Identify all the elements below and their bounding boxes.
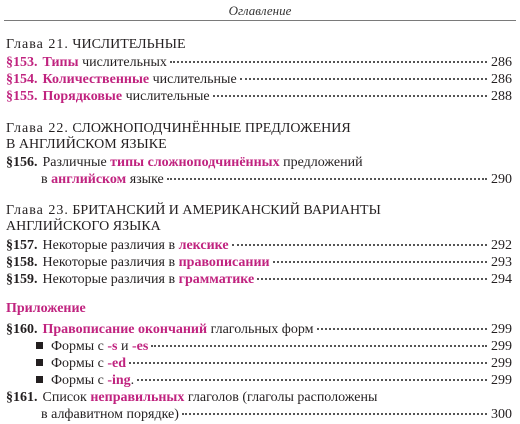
- leader-dots: [170, 61, 487, 63]
- entry-highlight: -es: [131, 339, 149, 354]
- leader-dots: [317, 328, 488, 330]
- page-number: 299: [491, 322, 512, 337]
- entry-highlight: Порядковые: [42, 89, 123, 104]
- entry-text: предложений: [279, 155, 363, 170]
- entry-text: глаголов (глаголы расположены: [184, 390, 378, 405]
- chapter-title: БРИТАНСКИЙ И АМЕРИКАНСКИЙ ВАРИАНТЫ: [72, 203, 381, 218]
- entry-highlight: правописании: [178, 255, 270, 270]
- entry-text: и: [117, 339, 132, 354]
- toc-entry-156-line2[interactable]: [41, 171, 512, 188]
- leader-dots: [213, 95, 487, 97]
- entry-highlight: Правописание окончаний: [42, 322, 208, 337]
- section-number: §159.: [6, 272, 38, 287]
- section-number: §154.: [6, 72, 38, 87]
- section-number: §157.: [6, 238, 38, 253]
- entry-highlight: Количественные: [42, 72, 150, 87]
- chapter-title-line2: АНГЛИЙСКОГО ЯЗЫКА: [6, 219, 161, 234]
- leader-dots: [137, 379, 487, 381]
- section-number: §153.: [6, 55, 38, 70]
- square-bullet-icon: [36, 342, 43, 349]
- entry-highlight: неправильных: [90, 390, 185, 405]
- entry-highlight: -ed: [107, 356, 126, 371]
- page-number: 299: [491, 339, 512, 354]
- entry-highlight: лексике: [178, 238, 229, 253]
- running-header: Оглавление: [228, 3, 292, 18]
- chapter-22-heading: [6, 121, 506, 153]
- entry-text: языке: [126, 172, 164, 187]
- toc-entry-156-line1[interactable]: [6, 154, 512, 171]
- toc-entry-159[interactable]: [6, 271, 512, 288]
- header-rule: [4, 20, 516, 21]
- entry-highlight: типы сложноподчинённых: [110, 155, 280, 170]
- entry-highlight: английском: [51, 172, 127, 187]
- entry-text: глагольных форм: [207, 322, 314, 337]
- entry-text: Формы с: [51, 373, 108, 388]
- entry-text: числительных: [78, 55, 167, 70]
- toc-entry-161-line2[interactable]: [41, 406, 512, 423]
- page-number: 286: [491, 55, 512, 70]
- section-number: §158.: [6, 255, 38, 270]
- entry-text: Некоторые различия в: [42, 238, 179, 253]
- entry-text: числительные: [149, 72, 237, 87]
- chapter-21-heading: [6, 37, 506, 53]
- entry-text: числительные: [122, 89, 210, 104]
- toc-entry-160[interactable]: [6, 321, 512, 338]
- entry-highlight: -s: [107, 339, 118, 354]
- entry-text: Некоторые различия в: [42, 272, 179, 287]
- square-bullet-icon: [36, 359, 43, 366]
- page-number: 292: [491, 238, 512, 253]
- leader-dots: [257, 278, 487, 280]
- entry-text: в алфавитном порядке): [41, 407, 179, 422]
- chapter-title: СЛОЖНОПОДЧИНЁННЫЕ ПРЕДЛОЖЕНИЯ: [72, 121, 351, 136]
- entry-text: Формы с: [51, 356, 108, 371]
- page-number: 299: [491, 356, 512, 371]
- chapter-23-heading: [6, 203, 506, 235]
- leader-dots: [167, 178, 487, 180]
- section-number: §161.: [6, 390, 38, 405]
- entry-text: Формы с: [51, 339, 108, 354]
- entry-text: Некоторые различия в: [42, 255, 179, 270]
- section-number: §155.: [6, 89, 38, 104]
- square-bullet-icon: [36, 376, 43, 383]
- chapter-title-line2: В АНГЛИЙСКОМ ЯЗЫКЕ: [6, 137, 167, 152]
- page-number: 294: [491, 272, 512, 287]
- toc-entry-153[interactable]: [6, 54, 512, 71]
- entry-text: в: [41, 172, 52, 187]
- toc-entry-154[interactable]: [6, 71, 512, 88]
- toc-subentry-s-es[interactable]: [36, 338, 512, 355]
- page-number: 299: [491, 373, 512, 388]
- entry-highlight: Типы: [42, 55, 79, 70]
- leader-dots: [129, 362, 487, 364]
- entry-highlight: грамматике: [178, 272, 255, 287]
- appendix-heading: Приложение: [6, 301, 86, 316]
- leader-dots: [232, 244, 487, 246]
- section-number: §156.: [6, 155, 38, 170]
- page-number: 288: [491, 89, 512, 104]
- chapter-label: Глава 21.: [6, 37, 69, 52]
- chapter-label: Глава 22.: [6, 121, 69, 136]
- leader-dots: [273, 261, 487, 263]
- entry-text: .: [130, 373, 135, 388]
- entry-text: Список: [42, 390, 91, 405]
- toc-subentry-ing[interactable]: [36, 372, 512, 389]
- chapter-title: ЧИСЛИТЕЛЬНЫЕ: [72, 37, 186, 52]
- page-number: 293: [491, 255, 512, 270]
- page-number: 300: [491, 407, 512, 422]
- toc-entry-161-line1[interactable]: [6, 389, 512, 406]
- toc-entry-157[interactable]: [6, 237, 512, 254]
- leader-dots: [240, 78, 487, 80]
- entry-highlight: -ing: [107, 373, 131, 388]
- page-number: 290: [491, 172, 512, 187]
- toc-entry-155[interactable]: [6, 88, 512, 105]
- leader-dots: [182, 413, 487, 415]
- toc-subentry-ed[interactable]: [36, 355, 512, 372]
- leader-dots: [151, 345, 487, 347]
- chapter-label: Глава 23.: [6, 203, 69, 218]
- toc-entry-158[interactable]: [6, 254, 512, 271]
- entry-text: Различные: [42, 155, 111, 170]
- page-number: 286: [491, 72, 512, 87]
- section-number: §160.: [6, 322, 38, 337]
